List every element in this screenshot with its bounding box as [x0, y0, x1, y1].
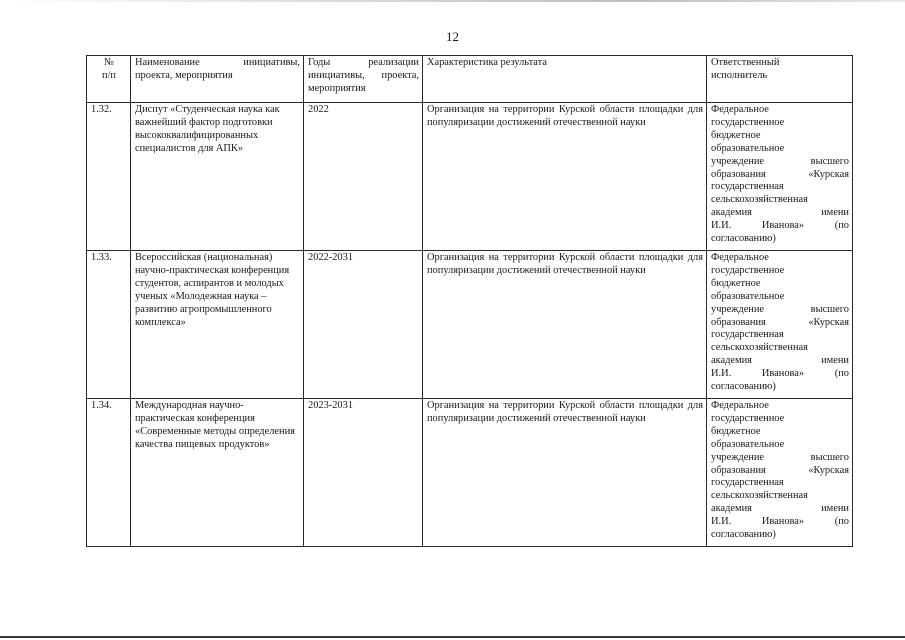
executor-line: образовательное: [711, 142, 785, 154]
executor-line: бюджетное: [711, 277, 761, 289]
executor-line: бюджетное: [711, 129, 761, 141]
header-number-line: п/п: [101, 69, 116, 81]
executor-line: государственная: [711, 181, 784, 193]
executor-line: И.И. Иванова» (по: [711, 516, 849, 528]
executor-line: образовательное: [711, 438, 785, 450]
executor-line: сельскохозяйственная: [711, 490, 808, 502]
header-years: [304, 56, 423, 103]
row-initiative-name: Диспут «Студенческая наука как важнейший фактор подготовки высококвалифицированных специалистов для АПК»: [131, 103, 304, 251]
row-years: 2022: [304, 103, 423, 251]
executor-line: учреждение высшего: [711, 451, 849, 463]
table-header-row: [87, 56, 853, 103]
executor-line: Федеральное: [711, 252, 769, 263]
header-name-line: Наименование инициативы,: [135, 57, 300, 68]
executor-line: государственная: [711, 329, 784, 341]
header-executor-line: Ответственный: [711, 57, 780, 68]
header-result: Характеристика результата: [423, 56, 707, 103]
executor-line: академия имени: [711, 503, 849, 515]
executor-line: сельскохозяйственная: [711, 194, 808, 206]
executor-line: И.И. Иванова» (по: [711, 368, 849, 380]
executor-line: согласованию): [711, 233, 776, 245]
executor-line: образовательное: [711, 290, 785, 302]
scan-edge-top: [0, 0, 905, 2]
header-number-line: №: [104, 57, 114, 68]
table-row: [87, 103, 853, 251]
executor-line: Федеральное: [711, 104, 769, 115]
row-number: 1.33.: [87, 251, 131, 399]
executor-line: учреждение высшего: [711, 303, 849, 315]
row-number: 1.34.: [87, 399, 131, 547]
header-executor: [707, 56, 853, 103]
header-number: [87, 56, 131, 103]
header-years-line: Годы реализации: [308, 57, 419, 68]
executor-line: согласованию): [711, 529, 776, 541]
executor-line: учреждение высшего: [711, 155, 849, 167]
row-initiative-name: Международная научно-практическая конференция «Современные методы определения качества пищевых продуктов»: [131, 399, 304, 547]
page-number: 12: [446, 29, 459, 44]
executor-line: образования «Курская: [711, 316, 849, 328]
executor-line: государственное: [711, 264, 785, 276]
executor-line: сельскохозяйственная: [711, 342, 808, 354]
row-result: Организация на территории Курской области площадки для популяризации достижений отечественной науки: [423, 251, 707, 399]
row-result: Организация на территории Курской области площадки для популяризации достижений отечественной науки: [423, 399, 707, 547]
row-executor: [707, 103, 853, 251]
table-row: [87, 399, 853, 547]
table-row: [87, 251, 853, 399]
executor-line: согласованию): [711, 381, 776, 393]
header-name-line: проекта, мероприятия: [135, 69, 233, 81]
row-years: 2023-2031: [304, 399, 423, 547]
row-number: 1.32.: [87, 103, 131, 251]
header-name: [131, 56, 304, 103]
executor-line: И.И. Иванова» (по: [711, 220, 849, 232]
executor-line: образования «Курская: [711, 464, 849, 476]
executor-line: Федеральное: [711, 400, 769, 411]
row-initiative-name: Всероссийская (национальная) научно-практическая конференция студентов, аспирантов и молодых ученых «Молодежная наука – развитию агропромышленного комплекса»: [131, 251, 304, 399]
executor-line: академия имени: [711, 355, 849, 367]
executor-line: государственная: [711, 477, 784, 489]
header-years-line: инициативы, проекта,: [308, 69, 419, 81]
row-result: Организация на территории Курской области площадки для популяризации достижений отечественной науки: [423, 103, 707, 251]
initiatives-table: [86, 55, 853, 547]
executor-line: бюджетное: [711, 425, 761, 437]
row-executor: [707, 399, 853, 547]
header-years-line: мероприятия: [308, 82, 366, 94]
executor-line: государственное: [711, 116, 785, 128]
executor-line: академия имени: [711, 207, 849, 219]
executor-line: образования «Курская: [711, 168, 849, 180]
scan-edge-bottom: [0, 636, 905, 638]
row-years: 2022-2031: [304, 251, 423, 399]
row-executor: [707, 251, 853, 399]
header-executor-line: исполнитель: [711, 69, 768, 81]
executor-line: государственное: [711, 412, 785, 424]
